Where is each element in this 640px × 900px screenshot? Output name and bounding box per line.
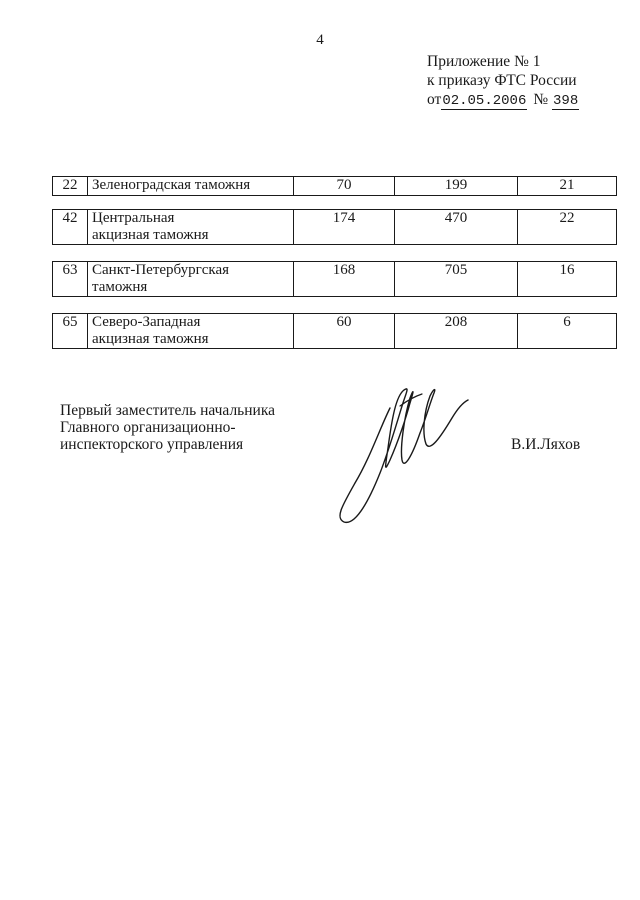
appendix-header — [427, 52, 579, 111]
order-date: 02.05.2006 — [442, 93, 527, 109]
customs-name — [88, 314, 294, 349]
signer-title-line2: Главного организационно- — [60, 419, 236, 436]
value-col3: 16 — [518, 262, 617, 297]
customs-name-line1: Северо-Западная — [92, 314, 201, 330]
customs-name-line2: таможня — [92, 279, 148, 295]
row-number: 22 — [53, 177, 88, 196]
table-row — [52, 261, 617, 297]
table-row — [52, 313, 617, 349]
customs-name — [88, 177, 294, 196]
signer-title-line3: инспекторского управления — [60, 436, 244, 453]
signer-title — [60, 402, 275, 453]
order-number: 398 — [553, 93, 579, 109]
value-col3: 6 — [518, 314, 617, 349]
signer-name: В.И.Ляхов — [511, 436, 581, 453]
value-col2: 470 — [395, 210, 518, 245]
customs-name — [88, 210, 294, 245]
table-row — [52, 176, 617, 196]
customs-name-line2: акцизная таможня — [92, 331, 209, 347]
row-number: 65 — [53, 314, 88, 349]
customs-name-line1: Центральная — [92, 210, 175, 226]
appendix-date-line — [427, 90, 579, 111]
appendix-title: Приложение № 1 — [427, 53, 541, 70]
value-col1: 168 — [294, 262, 395, 297]
number-prefix: № — [533, 91, 549, 108]
value-col1: 60 — [294, 314, 395, 349]
customs-name-line1: Зеленоградская таможня — [92, 177, 251, 193]
customs-name — [88, 262, 294, 297]
signer-title-line1: Первый заместитель начальника — [60, 402, 276, 419]
table-row — [52, 209, 617, 245]
customs-name-line2: акцизная таможня — [92, 227, 209, 243]
value-col2: 199 — [395, 177, 518, 196]
value-col3: 22 — [518, 210, 617, 245]
page-number: 4 — [316, 32, 324, 48]
value-col2: 705 — [395, 262, 518, 297]
value-col1: 174 — [294, 210, 395, 245]
row-number: 63 — [53, 262, 88, 297]
handwritten-signature — [330, 378, 470, 533]
value-col1: 70 — [294, 177, 395, 196]
value-col2: 208 — [395, 314, 518, 349]
row-number: 42 — [53, 210, 88, 245]
appendix-order-ref: к приказу ФТС России — [427, 72, 577, 89]
date-prefix: от — [427, 91, 442, 108]
customs-name-line1: Санкт-Петербургская — [92, 262, 230, 278]
value-col3: 21 — [518, 177, 617, 196]
